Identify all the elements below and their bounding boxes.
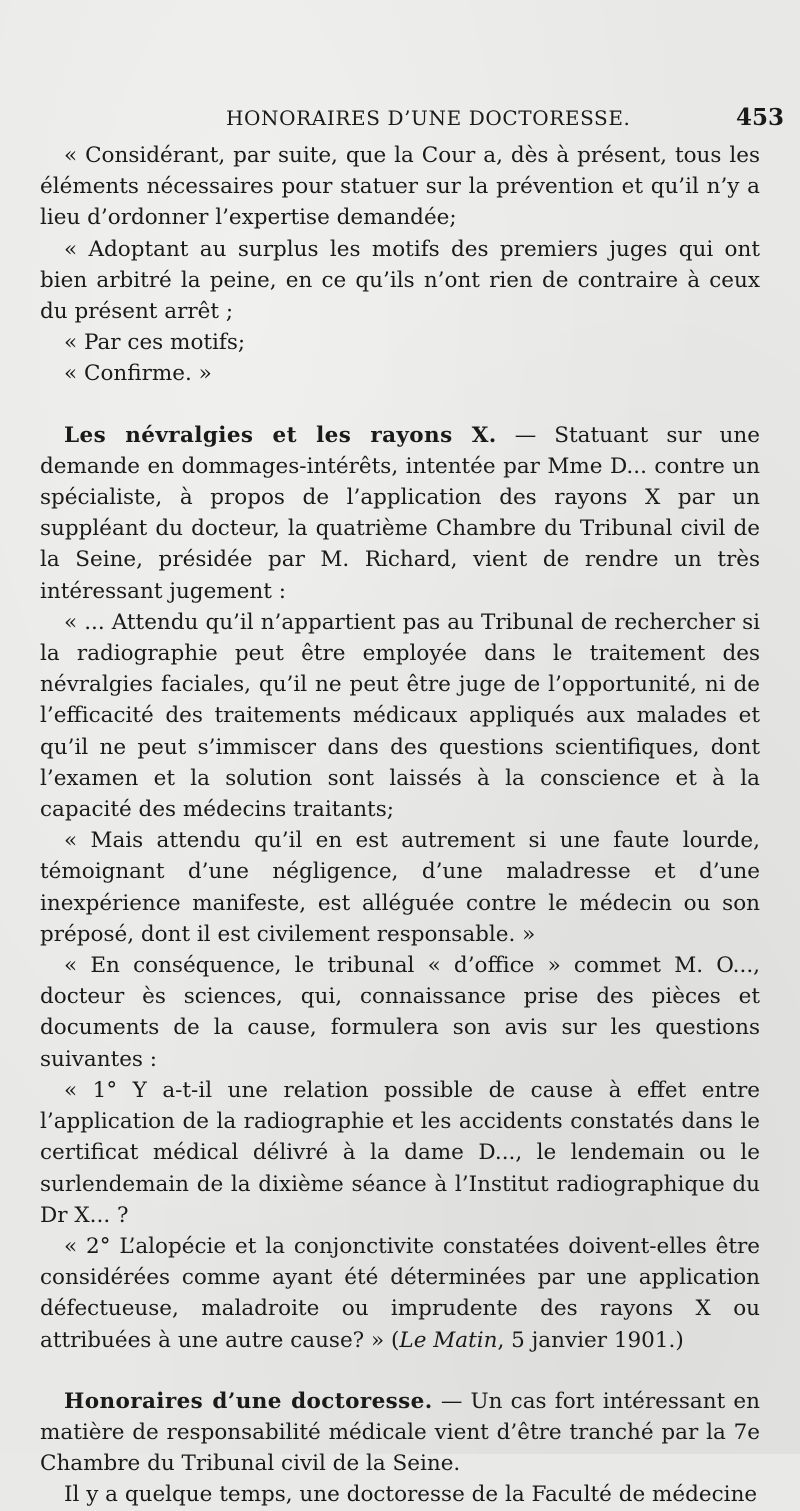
paragraph-text: — Un cas fort intéressant en matière de responsabilité médicale vient d’être tranché par la 7e Chambre du Tribunal civil de la Seine. [40,1388,760,1477]
paragraph-considerant [40,140,760,234]
body-text [40,140,760,1511]
paragraph-text: « Par ces motifs; [64,330,246,356]
paragraph-attendu [40,607,760,825]
paragraph-question-2 [40,1231,760,1356]
page-number: 453 [736,104,785,131]
paragraph-text: Il y a quelque temps, une doctoresse de la Faculté de médecine [64,1482,758,1508]
paragraph-text: « ... Attendu qu’il n’appartient pas au Tribunal de rechercher si la radiographie peut être employée dans le traitement des névralgies faciales, qu’il ne peut être juge de l’opportunité, ni de l’efficacité des traitements médicaux appliqués aux malades et qu’il ne peut s’immiscer dans des questions scientifiques, dont l’examen et la solution sont laissés à la conscience et à la capacité des médecins traitants; [40,609,760,823]
paragraph-text: « En conséquence, le tribunal « d’office » commet M. O..., docteur ès sciences, qui, connaissance prise des pièces et documents de la cause, formulera son avis sur les questions suivantes : [40,953,760,1072]
section-honoraires [40,1386,760,1480]
paragraph-en-consequence [40,950,760,1075]
paragraph-text: « 2° L’alopécie et la conjonctivite constatées doivent-elles être considérées comme ayant été déterminées par une application défectueuse, maladroite ou imprudente des rayons X ou attribuées à une autre cause? » ( [40,1233,760,1353]
paragraph-text: « Considérant, par suite, que la Cour a, dès à présent, tous les éléments nécessaires pour statuer sur la prévention et qu’il n’y a lieu d’ordonner l’expertise demandée; [40,143,760,231]
section-heading: Honoraires d’une doctoresse. [64,1388,433,1414]
paragraph-text: « 1° Y a-t-il une relation possible de cause à effet entre l’application de la radiographie et les accidents constatés dans le certificat médical délivré à la dame D..., le lendemain ou le surlendemain de la dixième séance à l’Institut radiographique du Dr X... ? [40,1077,760,1228]
paragraph-par-ces-motifs [40,327,760,358]
section-nevralgies [40,420,760,607]
paragraph-text: « Adoptant au surplus les motifs des premiers juges qui ont bien arbitré la peine, en ce qu’ils n’ont rien de contraire à ceux du présent arrêt ; [40,236,760,325]
paragraph-il-y-a [40,1479,760,1510]
source-citation: Le Matin [399,1327,498,1353]
section-heading: Les névralgies et les rayons X. [64,422,497,448]
running-header [0,104,800,134]
paragraph-text: « Confirme. » [64,361,212,387]
citation-date: , 5 janvier 1901.) [497,1327,684,1353]
paragraph-mais-attendu [40,825,760,950]
running-title: HONORAIRES D’UNE DOCTORESSE. [226,106,631,130]
paragraph-text: — Statuant sur une demande en dommages-intérêts, intentée par Mme D... contre un spécialiste, à propos de l’application des rayons X par un suppléant du docteur, la quatrième Chambre du Tribunal civil de la Seine, présidée par M. Richard, vient de rendre un très intéressant jugement : [40,422,760,604]
paragraph-adoptant [40,234,760,328]
paragraph-confirme [40,358,760,389]
paragraph-question-1 [40,1075,760,1231]
paragraph-text: « Mais attendu qu’il en est autrement si une faute lourde, témoignant d’une négligence, d’une maladresse et d’une inexpérience manifeste, est alléguée contre le médecin ou son préposé, dont il est civilement responsable. » [40,828,760,947]
